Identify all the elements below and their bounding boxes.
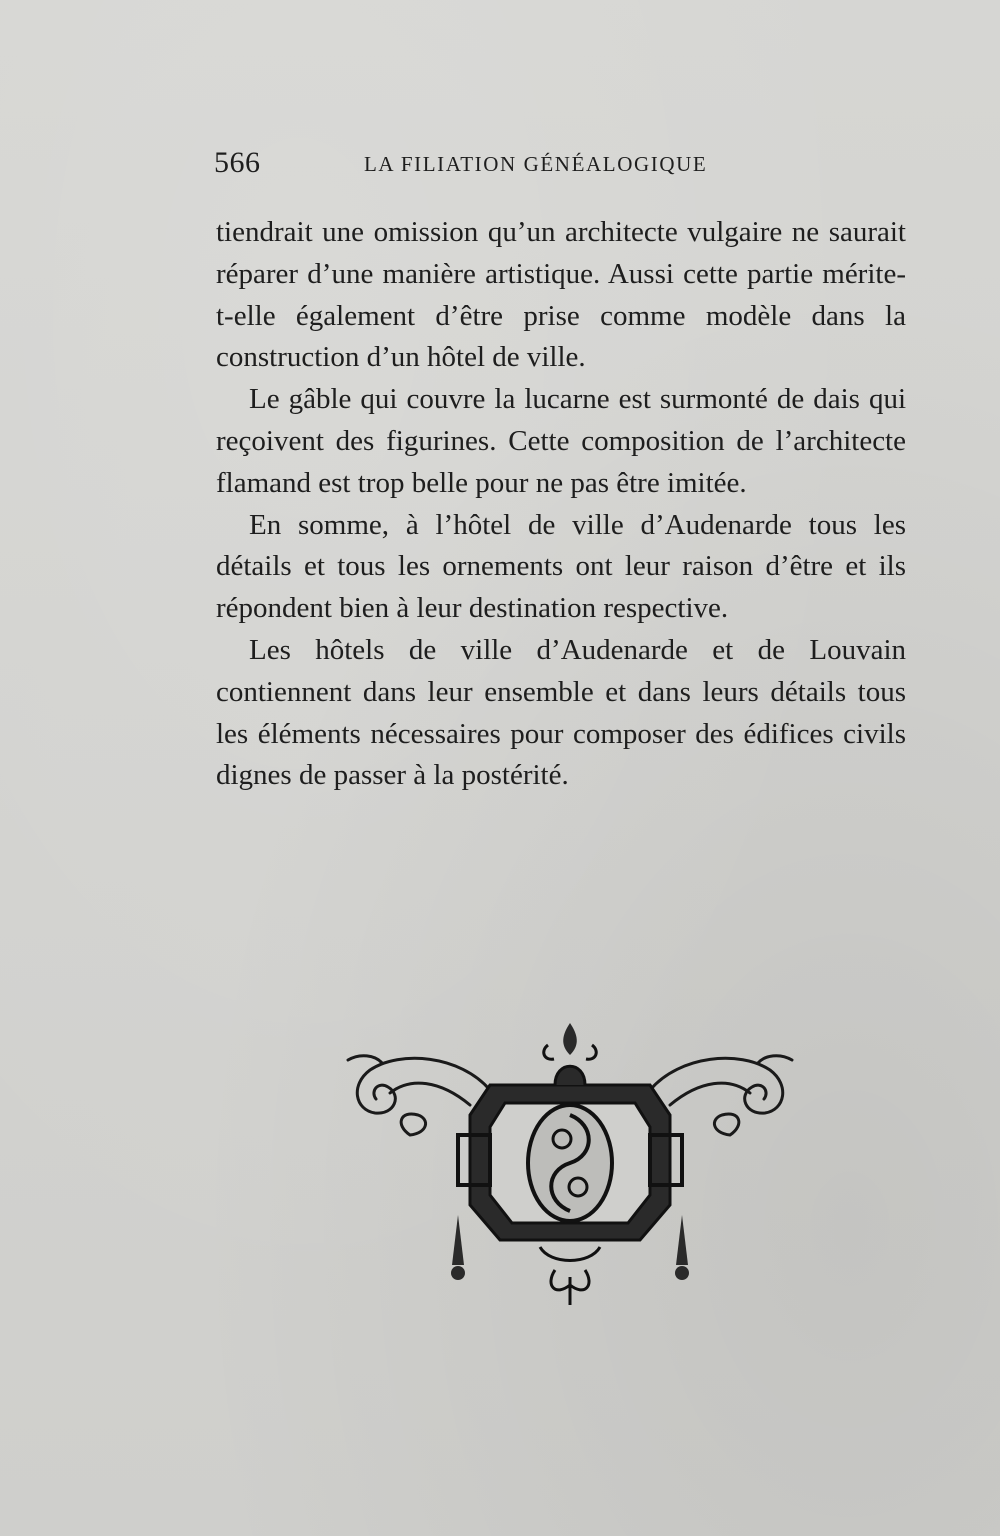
running-head [214,146,914,186]
paragraph-3: En somme, à l’hôtel de ville d’Audenarde tous les détails et tous les ornements ont leur raison d’être et ils répondent bien à leur destination respective. [216,508,906,625]
body-text [216,212,906,797]
paragraph-2: Le gâble qui couvre la lucarne est surmonté de dais qui reçoivent des figurines. Cette composition de l’architecte flamand est trop belle pour ne pas être imitée. [216,383,906,499]
paragraph-1: tiendrait une omission qu’un architecte vulgaire ne saurait réparer d’une manière artistique. Aussi cette partie mérite-t-elle également d’être prise comme modèle dans la construction d’un hôtel de ville. [216,216,906,374]
page-number: 566 [214,146,261,179]
cul-de-lampe-ornament-icon [340,1015,800,1310]
paragraph-4: Les hôtels de ville d’Audenarde et de Louvain contiennent dans leur ensemble et dans leurs détails tous les éléments nécessaires pour composer des édifices civils dignes de passer à la postérité. [216,633,906,792]
running-title: LA FILIATION GÉNÉALOGIQUE [364,152,708,176]
